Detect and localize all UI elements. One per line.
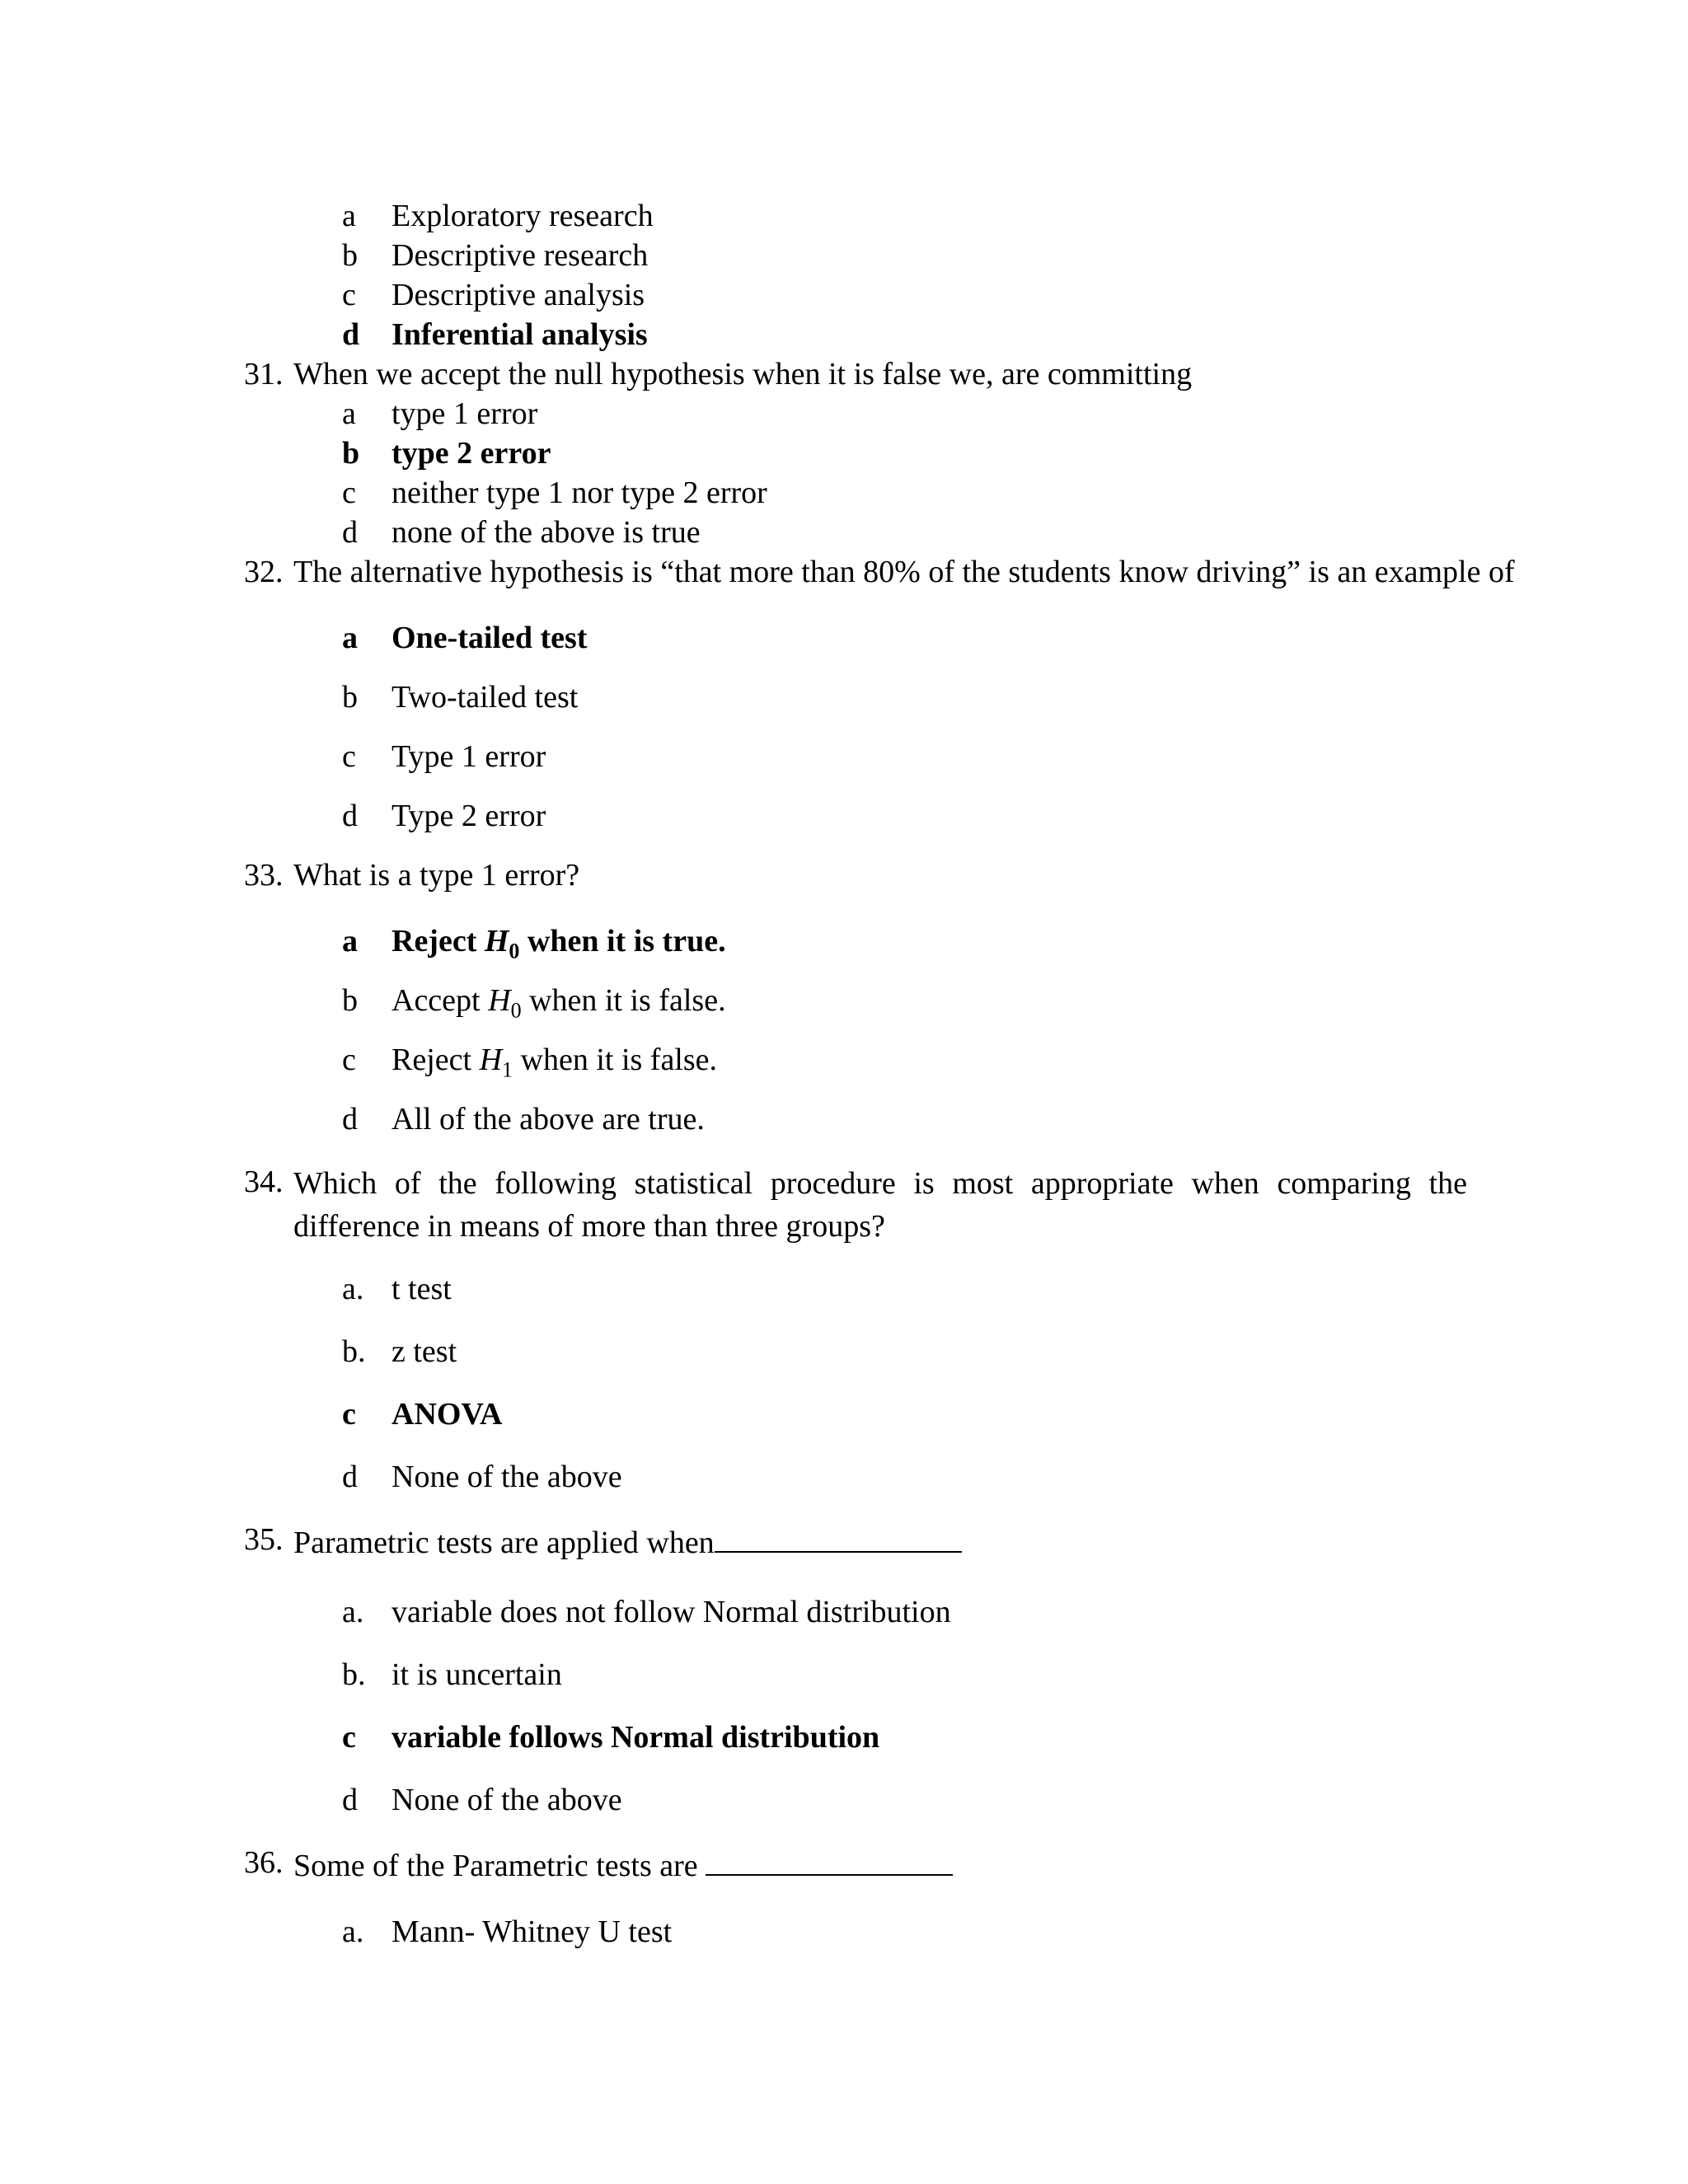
option-label: a [342,396,356,431]
question-text [293,1843,953,1886]
question-number: 35. [244,1522,284,1557]
option-label: b. [342,1657,366,1692]
option-label: a [342,621,358,655]
option-text: Type 1 error [392,739,546,774]
option-label: c [342,1720,356,1755]
option-text [392,921,726,961]
option-text: None of the above [392,1783,622,1817]
option-text: Descriptive analysis [392,278,645,312]
option-text: variable does not follow Normal distribution [392,1595,951,1629]
option-text [392,981,726,1023]
option-text-post: when it is false. [521,983,726,1018]
answer-blank [706,1843,953,1876]
math-variable [488,983,522,1023]
question-number: 34. [244,1165,284,1199]
option-label: c [342,1043,356,1077]
option-label: b [342,436,360,471]
option-text-pre: Reject [392,1043,480,1077]
option-label: d [342,799,358,833]
option-text-pre: Accept [392,983,489,1018]
option-text-post: when it is false. [513,1043,718,1077]
math-symbol: H [479,1043,503,1077]
question-text: What is a type 1 error? [293,858,580,893]
question-number: 36. [244,1845,284,1880]
option-label: c [342,1397,356,1432]
option-text: t test [392,1272,452,1306]
option-label: d [342,317,360,352]
option-text: type 1 error [392,396,538,431]
option-label: a. [342,1915,364,1949]
question-34 [244,1162,1467,1248]
math-subscript: 1 [502,1057,513,1082]
option-label: d [342,1460,358,1494]
option-label: b. [342,1334,366,1369]
option-label: a. [342,1595,364,1629]
option-text: All of the above are true. [392,1102,705,1137]
option-text-post: when it is true. [519,924,726,958]
option-label: c [342,278,356,312]
option-label: b [342,238,358,273]
option-text: Exploratory research [392,199,654,233]
option-label: a [342,199,356,233]
question-text: When we accept the null hypothesis when it is false we, are committing [293,357,1193,391]
math-variable [484,924,520,963]
option-text: One-tailed test [392,621,588,655]
option-text: Inferential analysis [392,317,648,352]
question-number: 33. [244,858,284,893]
option-text-pre: Reject [392,924,485,958]
option-label: b [342,680,358,715]
question-text [293,1520,962,1563]
option-label: d [342,515,358,550]
option-text: type 2 error [392,436,551,471]
option-label: c [342,476,356,510]
option-label: a [342,924,358,958]
question-number: 31. [244,357,284,391]
option-label: d [342,1102,358,1137]
option-label: a. [342,1272,364,1306]
option-text: none of the above is true [392,515,701,550]
option-label: b [342,983,358,1018]
question-text: Which of the following statistical procedure is most appropriate when comparing the difference in means of more than three groups? [293,1166,1467,1244]
option-text: Mann- Whitney U test [392,1915,673,1949]
option-text: Type 2 error [392,799,546,833]
question-text: The alternative hypothesis is “that more than 80% of the students know driving” is an example of [293,555,1515,589]
option-text: ANOVA [392,1397,503,1432]
math-subscript: 0 [510,998,522,1023]
math-subscript: 0 [509,939,520,963]
option-text: z test [392,1334,457,1369]
option-text: Two-tailed test [392,680,579,715]
math-symbol: H [484,924,509,958]
option-text: Descriptive research [392,238,649,273]
option-label: c [342,739,356,774]
option-label: d [342,1783,358,1817]
answer-blank [715,1520,962,1553]
option-text [392,1040,717,1080]
option-text: it is uncertain [392,1657,562,1692]
option-text: neither type 1 nor type 2 error [392,476,767,510]
math-variable [479,1043,513,1082]
option-text: variable follows Normal distribution [392,1720,880,1755]
option-text: None of the above [392,1460,622,1494]
question-number: 32. [244,555,284,589]
question-text-body: Parametric tests are applied when [293,1526,715,1560]
question-text-body: Some of the Parametric tests are [293,1849,698,1883]
math-symbol: H [488,983,511,1018]
